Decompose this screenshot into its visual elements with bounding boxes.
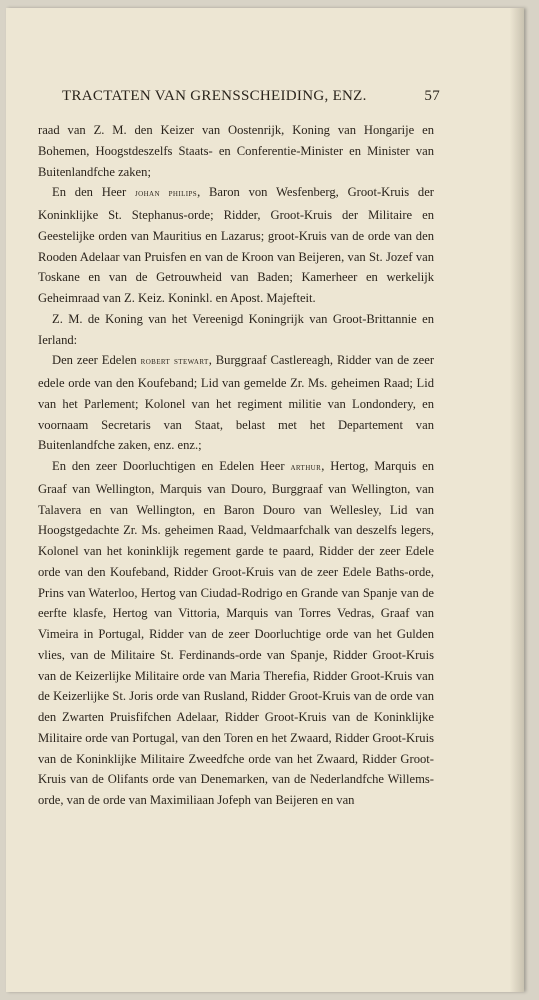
page-number: 57 (424, 88, 440, 104)
name-arthur: arthur (290, 462, 322, 473)
paragraph-3: Z. M. de Koning van het Vereenigd Koningrijk van Groot-Brittannie en Ierland: (38, 311, 434, 347)
paragraph-5-text-c: , Hertog, Marquis en Graaf van Wellington, Marquis van Douro, Burggraaf van Wellington, van Talavera en van Wellington, en Baron Douro van Wellesley, Lid van Hoogstgedachte Zr. Ms. geheimen Raad, Veldmaarfchalk van deszelfs legers, Kolonel van het koninklijk regement garde te paard, Ridder der zeer Edele orde van den Koufeband, Ridder Groot-Kruis van de zeer Edele Baths-orde, Prins van Waterloo, Hertog van Ciudad-Rodrigo en Grande van Spanje van de eerfte klasfe, Hertog van Vittoria, Marquis van Torres Vedras, Graaf van Vimeira in Portugal, Ridder van de zeer Doorluchtige orde van het Gulden vlies, van de Militaire St. Ferdinands-orde van Spanje, Ridder Groot-Kruis van de Keizerlijke Militaire orde van Maria Therefia, Ridder Groot-Kruis van de Keizerlijke St. Joris orde van Rusland, Ridder Groot-Kruis van de orde van den Zwarten Pruisfifchen Adelaar, Ridder Groot-Kruis van de Koninklijke Militaire orde van Portugal, van den Toren en het Zwaard, Ridder Groot-Kruis van de Koninklijke Militaire Zweedfche orde van het Zwaard, Ridder Groot-Kruis van de Olifants orde van Denemarken, van de Nederlandfche Willems-orde, van de orde van Maximiliaan Jofeph van Beijeren en van (38, 459, 434, 807)
paragraph-5 (38, 456, 434, 811)
name-johan-philips: johan philips (135, 188, 198, 200)
paragraph-4-text-c: , Burggraaf Castlereagh, Ridder van de zeer edele orde van den Koufeband; Lid van gemelde Zr. Ms. geheimen Raad; Lid van het Parlement; Kolonel van het regiment militie van Londondery, en voornaam Secretaris van Staat, belast met het Departement van Buitenlandfche zaken, enz. enz.; (38, 353, 435, 453)
paragraph-2-text-a: En den Heer (52, 185, 135, 200)
paragraph-2-text-c: , Baron von Wesfenberg, Groot-Kruis der Koninklijke St. Stephanus-orde; Ridder, Groot-Kruis der Militaire en Geestelijke orden van Mauritius en Lazarus; groot-Kruis van de orde van den Rooden Adelaar van Pruisfen en van de Kroon van Beijeren, van St. Jozef van Toskane en van de Getrouwheid van Baden; Kamerheer en werkelijk Geheimraad van Z. Keiz. Koninkl. en Apost. Majefteit. (38, 185, 434, 305)
paragraph-5-text-a: En den zeer Doorluchtigen en Edelen Heer (52, 459, 291, 473)
page-gutter (510, 8, 524, 992)
paragraph-4 (38, 350, 434, 456)
book-page (6, 8, 524, 992)
paragraph-2 (38, 182, 434, 309)
running-title: TRACTATEN VAN GRENSSCHEIDING, ENZ. (62, 88, 367, 104)
paragraph-1: raad van Z. M. den Keizer van Oostenrijk, Koning van Hongarije en Bohemen, Hoogstdeszelfs Staats- en Conferentie-Minister en Minister van Buitenlandfche zaken; (38, 123, 434, 179)
paragraph-4-text-a: Den zeer Edelen (52, 353, 141, 368)
body-text (38, 120, 434, 811)
running-header (62, 88, 440, 105)
name-robert-stewart: robert stewart (140, 356, 209, 368)
